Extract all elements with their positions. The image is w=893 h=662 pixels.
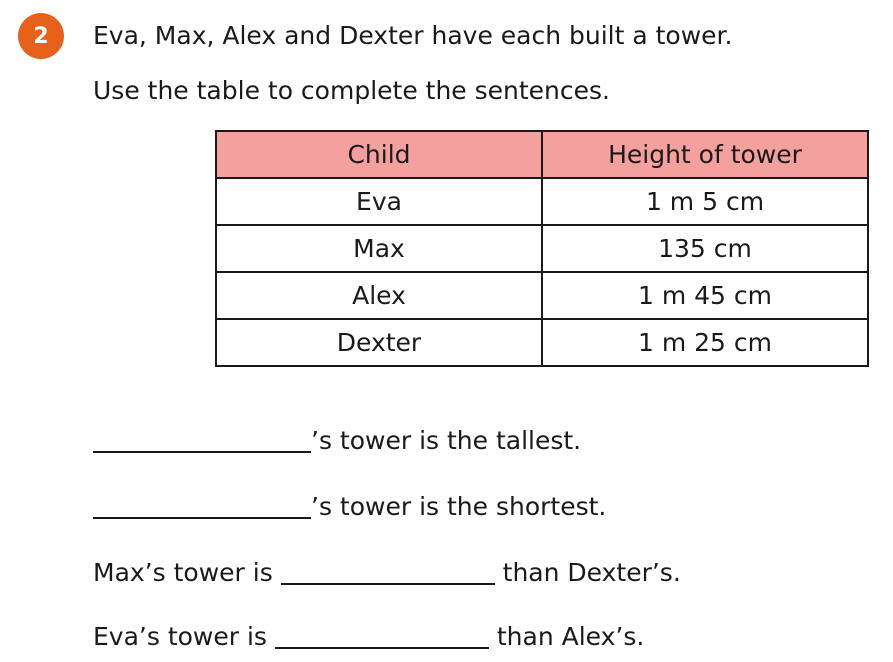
header-height: Height of tower <box>542 131 868 178</box>
sentence-shortest-text: ’s tower is the shortest. <box>311 492 607 521</box>
question-instruction: Use the table to complete the sentences. <box>93 76 611 105</box>
cell-height: 135 cm <box>542 225 868 272</box>
question-number-badge: 2 <box>18 13 64 59</box>
tower-height-table <box>215 130 869 367</box>
answer-blank-eva-vs-alex[interactable] <box>275 646 489 649</box>
cell-height: 1 m 25 cm <box>542 319 868 366</box>
sentence-eva-vs-alex <box>93 622 644 652</box>
cell-child: Max <box>216 225 542 272</box>
sentence-max-suffix: than Dexter’s. <box>502 558 681 587</box>
sentence-tallest <box>93 426 581 456</box>
table-row <box>216 272 868 319</box>
cell-child: Alex <box>216 272 542 319</box>
answer-blank-shortest[interactable] <box>93 516 311 519</box>
cell-child: Dexter <box>216 319 542 366</box>
sentence-max-vs-dexter <box>93 558 681 588</box>
cell-height: 1 m 45 cm <box>542 272 868 319</box>
table-header-row <box>216 131 868 178</box>
answer-blank-tallest[interactable] <box>93 450 311 453</box>
sentence-max-prefix: Max’s tower is <box>93 558 273 587</box>
answer-blank-max-vs-dexter[interactable] <box>281 582 495 585</box>
table-row <box>216 319 868 366</box>
question-intro: Eva, Max, Alex and Dexter have each built a tower. <box>93 21 733 50</box>
sentence-eva-suffix: than Alex’s. <box>496 622 645 651</box>
cell-height: 1 m 5 cm <box>542 178 868 225</box>
cell-child: Eva <box>216 178 542 225</box>
header-child: Child <box>216 131 542 178</box>
table-row <box>216 225 868 272</box>
sentence-shortest <box>93 492 606 522</box>
table-row <box>216 178 868 225</box>
sentence-eva-prefix: Eva’s tower is <box>93 622 267 651</box>
sentence-tallest-text: ’s tower is the tallest. <box>311 426 582 455</box>
